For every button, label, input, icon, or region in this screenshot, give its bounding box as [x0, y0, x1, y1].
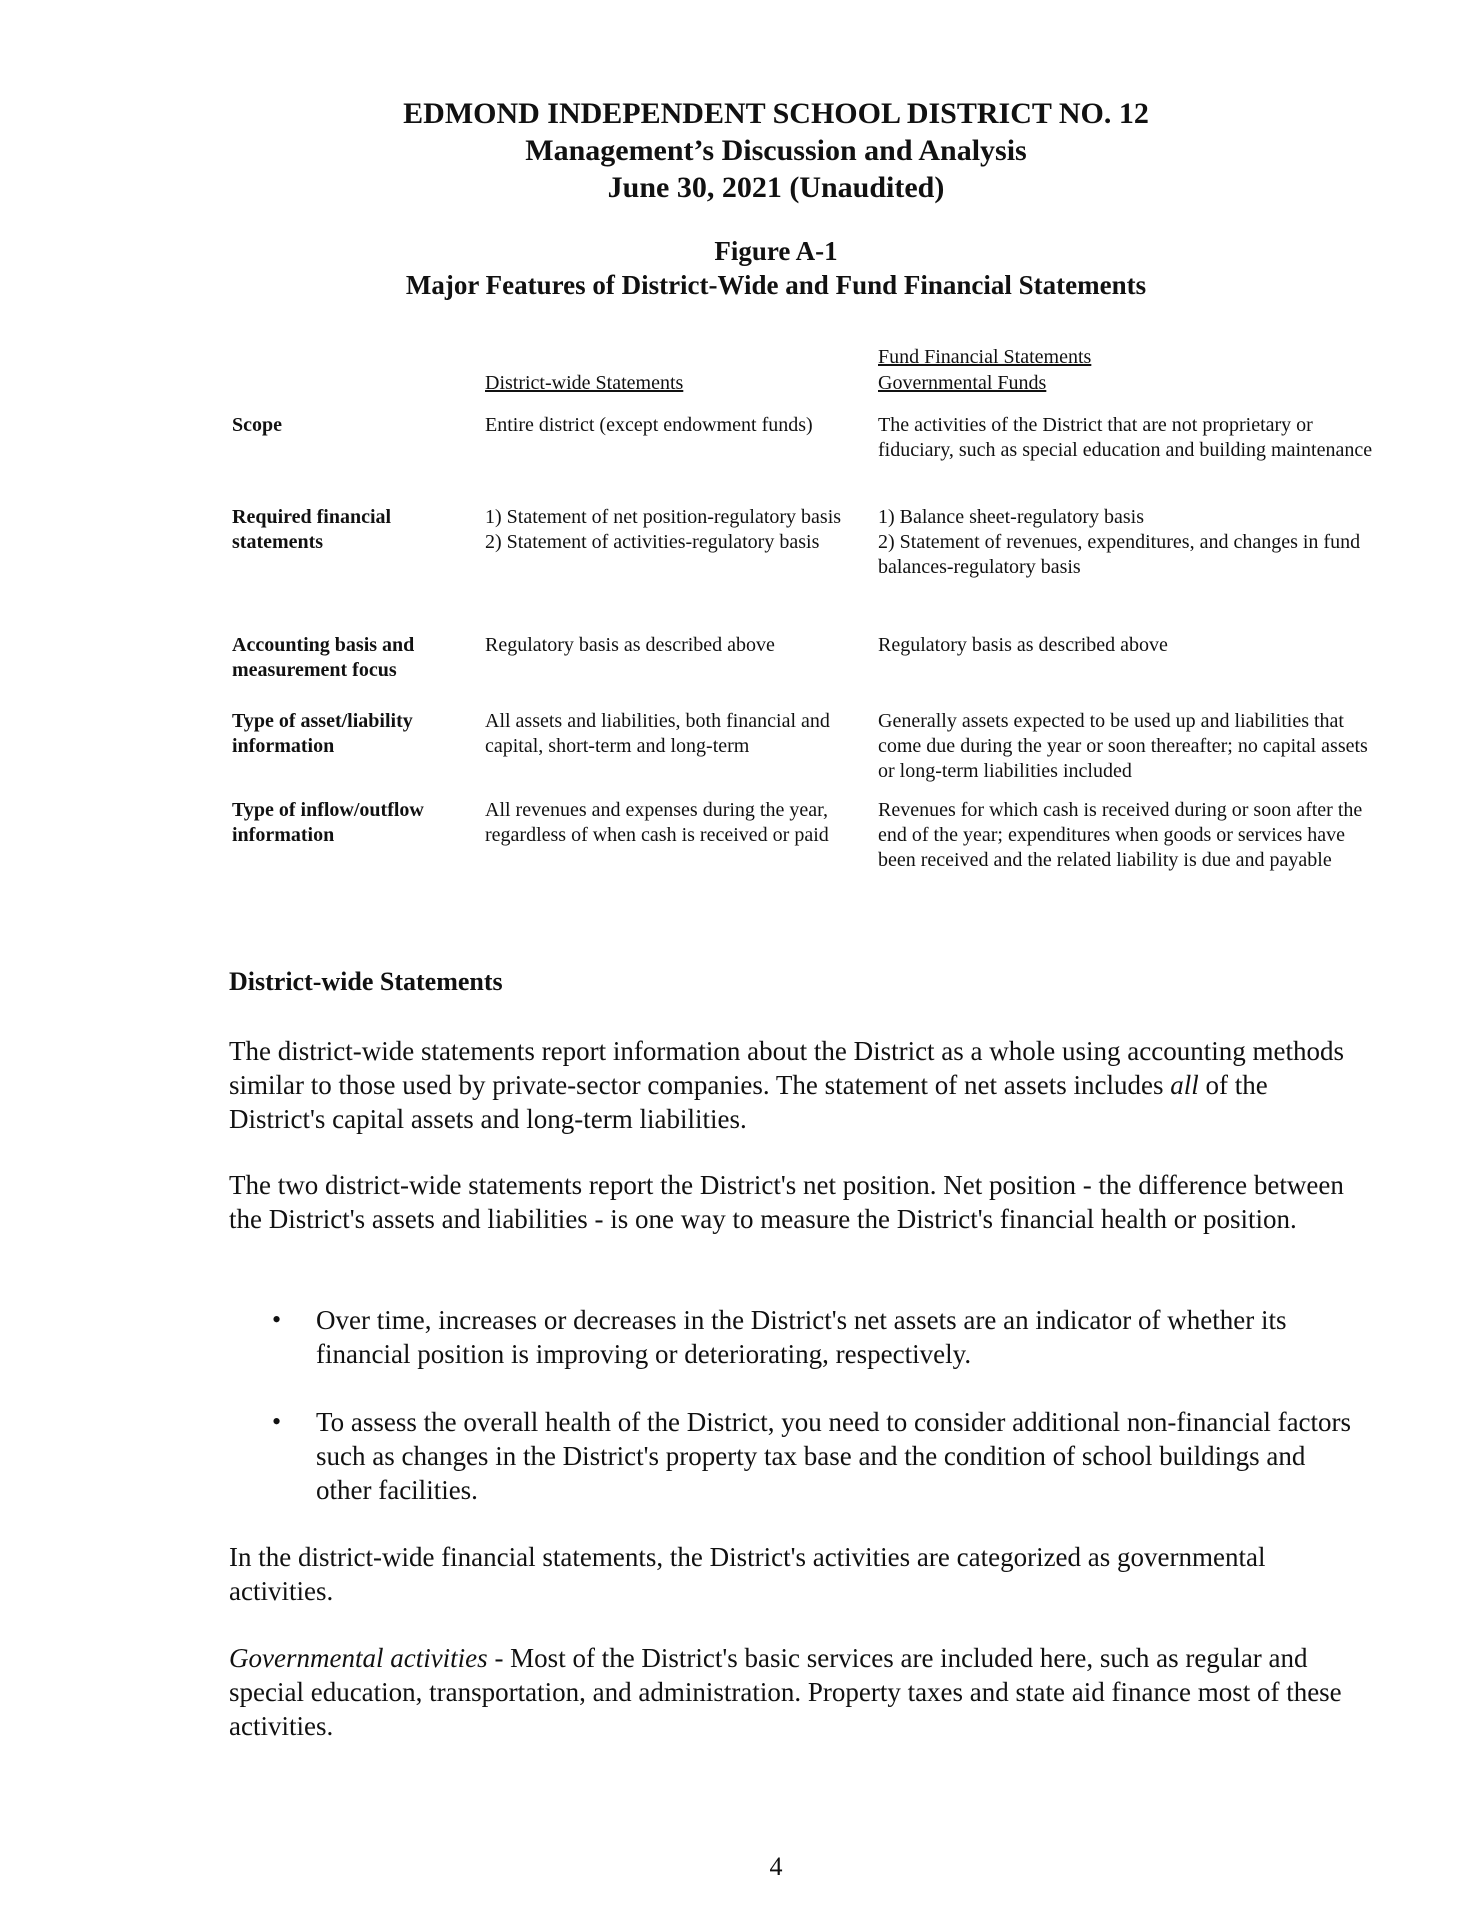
row-label-asset-liability: Type of asset/liability information [232, 710, 413, 757]
paragraph-1-text-b: of the District's capital assets and long-term liabilities. [229, 1070, 1268, 1134]
cell-scope-fund: The activities of the District that are not proprietary or fiduciary, such as special education and building maintenance [878, 414, 1373, 461]
column-header-fund-line2: Governmental Funds [878, 372, 1047, 394]
paragraph-4-emphasis: Governmental activities [229, 1643, 488, 1673]
cell-required-fund-item1: 1) Balance sheet-regulatory basis [878, 506, 1145, 528]
cell-required-district-wide-item2: 2) Statement of activities-regulatory basis [485, 531, 820, 553]
figure-title: Major Features of District-Wide and Fund Financial Statements [405, 270, 1147, 300]
row-label-required-statements: Required financial statements [232, 506, 392, 553]
document-header [0, 95, 1484, 206]
paragraph-1 [229, 1034, 1349, 1136]
figure-heading [0, 234, 1484, 302]
column-header-district-wide: District-wide Statements [485, 372, 684, 394]
cell-inflow-outflow-fund: Revenues for which cash is received during or soon after the end of the year; expenditures when goods or services have been received and the related liability is due and payable [878, 799, 1363, 871]
cell-scope-district-wide: Entire district (except endowment funds) [485, 414, 813, 436]
figure-label: Figure A-1 [714, 236, 838, 266]
cell-inflow-outflow-district-wide: All revenues and expenses during the year, regardless of when cash is received or paid [485, 799, 829, 846]
paragraph-1-emphasis: all [1170, 1070, 1199, 1100]
row-label-inflow-outflow: Type of inflow/outflow information [232, 799, 424, 846]
report-date: June 30, 2021 (Unaudited) [607, 171, 945, 204]
paragraph-4-text: - Most of the District's basic services are included here, such as regular and special education, transportation, and administration. Property taxes and state aid finance most of these activities. [229, 1643, 1342, 1741]
row-label-scope: Scope [232, 414, 282, 436]
bullet-2-marker: • [272, 1407, 282, 1436]
cell-accounting-district-wide: Regulatory basis as described above [485, 634, 775, 656]
cell-asset-liability-fund: Generally assets expected to be used up and liabilities that come due during the year or soon thereafter; no capital assets or long-term liabilities included [878, 710, 1368, 782]
cell-required-district-wide [485, 505, 850, 555]
row-label-accounting-basis: Accounting basis and measurement focus [232, 634, 415, 681]
paragraph-3: In the district-wide financial statements, the District's activities are categorized as governmental activities. [229, 1542, 1266, 1606]
bullet-1-text: Over time, increases or decreases in the District's net assets are an indicator of whether its financial position is improving or deteriorating, respectively. [316, 1305, 1287, 1369]
report-title: Management’s Discussion and Analysis [525, 134, 1027, 167]
cell-asset-liability-district-wide: All assets and liabilities, both financial and capital, short-term and long-term [485, 710, 830, 757]
bullet-2-text: To assess the overall health of the District, you need to consider additional non-financial factors such as changes in the District's property tax base and the condition of school buildings and other facilities. [316, 1407, 1352, 1505]
cell-required-fund [878, 505, 1378, 580]
column-header-fund-line1: Fund Financial Statements [878, 346, 1092, 368]
cell-required-fund-item2: 2) Statement of revenues, expenditures, and changes in fund balances-regulatory basis [878, 531, 1361, 578]
section-title: District-wide Statements [229, 967, 503, 996]
paragraph-4 [229, 1641, 1349, 1743]
cell-required-district-wide-item1: 1) Statement of net position-regulatory basis [485, 506, 842, 528]
paragraph-1-text-a: The district-wide statements report information about the District as a whole using accounting methods similar to those used by private-sector companies. The statement of net assets includes [229, 1036, 1344, 1100]
bullet-1-marker: • [272, 1305, 282, 1334]
page-number: 4 [769, 1852, 783, 1881]
paragraph-2: The two district-wide statements report the District's net position. Net position - the difference between the District's assets and liabilities - is one way to measure the District's financial health or position. [229, 1170, 1344, 1234]
cell-accounting-fund: Regulatory basis as described above [878, 634, 1168, 656]
district-name: EDMOND INDEPENDENT SCHOOL DISTRICT NO. 12 [403, 97, 1149, 130]
